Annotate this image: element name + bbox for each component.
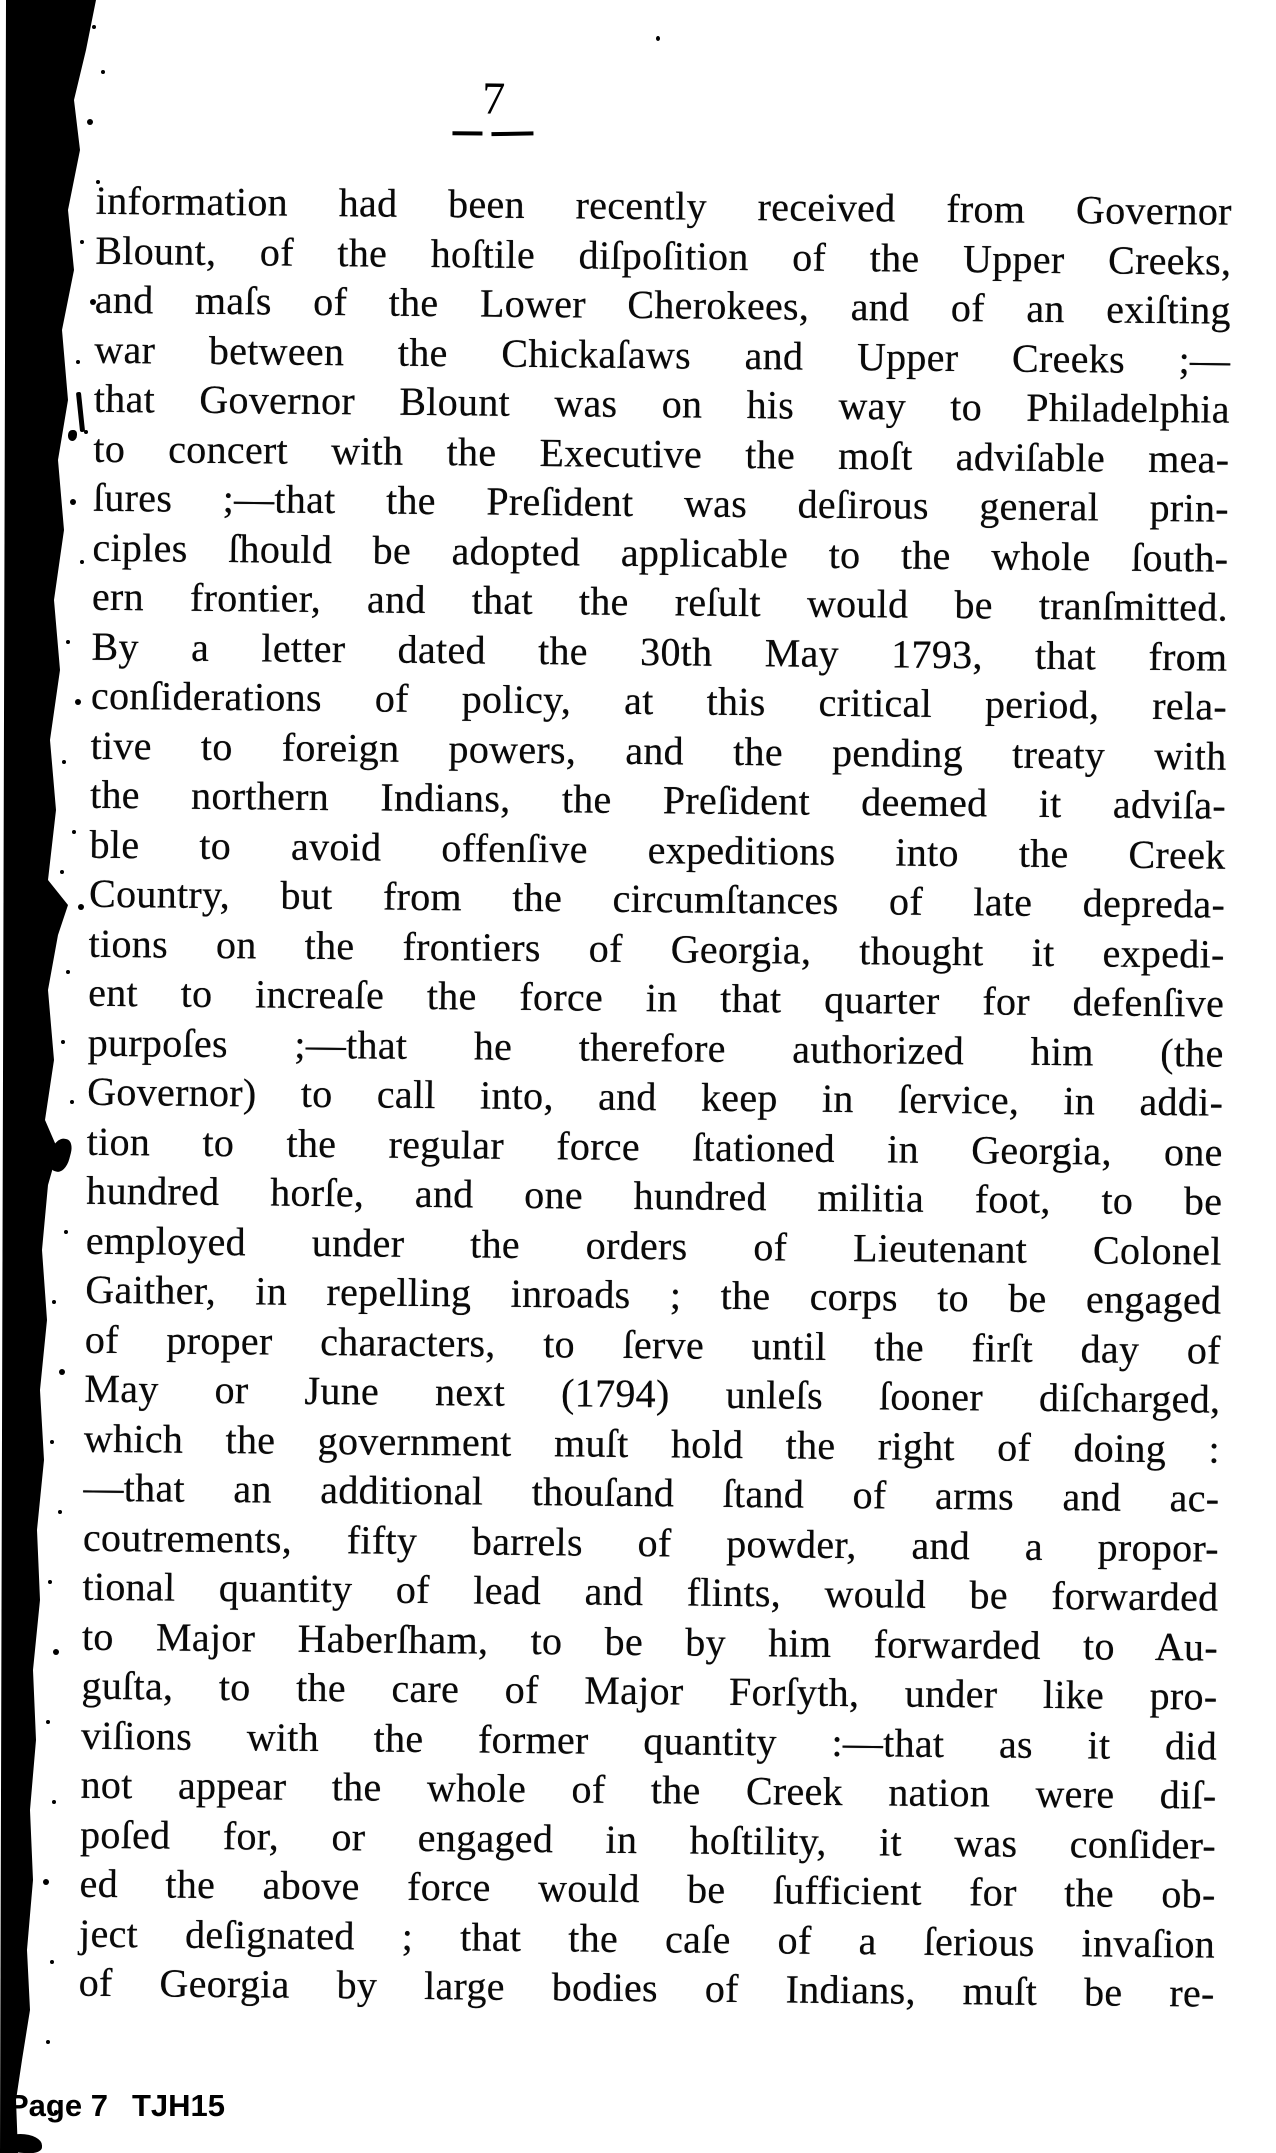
text-line: purpoſes ;—that he therefore authorized him (the	[87, 1019, 1224, 1076]
footer-page-label: Page 7	[8, 2088, 108, 2123]
text-line: to concert with the Executive the moſt adviſable mea-	[93, 425, 1230, 482]
text-line: ble to avoid offenſive expeditions into the Creek	[89, 821, 1226, 878]
text-line: ject deſignated ; that the caſe of a ſerious invaſion	[78, 1910, 1216, 1967]
text-line: Country, but from the circumſtances of late depreda-	[88, 870, 1226, 927]
text-line: employed under the orders of Lieutenant Colonel	[85, 1217, 1222, 1274]
text-line: the northern Indians, the Preſident deemed it adviſa-	[89, 771, 1227, 828]
text-line: ſures ;—that the Preſident was deſirous general prin-	[92, 474, 1230, 531]
body-text	[78, 176, 1232, 2018]
text-line: and maſs of the Lower Cherokees, and of an exiſting	[94, 276, 1232, 333]
text-line: tional quantity of lead and flints, would be forwarded	[82, 1563, 1219, 1620]
text-line: tions on the frontiers of Georgia, thought it expedi-	[88, 920, 1225, 977]
text-line: Gaither, in repelling inroads ; the corps to be engaged	[85, 1266, 1222, 1323]
page-number-rule	[452, 131, 533, 136]
text-line: May or June next (1794) unleſs ſooner diſcharged,	[84, 1365, 1221, 1422]
text-line: viſions with the former quantity :—that as it did	[80, 1712, 1218, 1769]
text-line: ern frontier, and that the reſult would be tranſmitted.	[91, 573, 1229, 630]
text-line: conſiderations of policy, at this critical period, rela-	[90, 672, 1228, 729]
text-line: tive to foreign powers, and the pending treaty with	[90, 722, 1227, 779]
text-line: to Major Haberſham, to be by him forwarded to Au-	[81, 1613, 1219, 1670]
text-line: Blount, of the hoſtile diſpoſition of the Upper Creeks,	[95, 227, 1232, 284]
text-line: war between the Chickaſaws and Upper Creeks ;—	[94, 326, 1231, 383]
text-line: Governor) to call into, and keep in ſervice, in addi-	[87, 1068, 1224, 1125]
page-number: 7	[482, 72, 506, 124]
text-line: information had been recently received from Governor	[95, 177, 1232, 234]
text-line: coutrements, fifty barrels of powder, and a propor-	[82, 1514, 1220, 1571]
text-line: ciples ſhould be adopted applicable to the whole ſouth-	[92, 524, 1229, 581]
text-line: By a letter dated the 30th May 1793, that from	[91, 623, 1228, 680]
text-line: ent to increaſe the force in that quarter for defenſive	[87, 969, 1225, 1026]
text-line: which the government muſt hold the right of doing :	[83, 1415, 1221, 1472]
text-line: of proper characters, to ſerve until the firſt day of	[84, 1316, 1222, 1373]
text-line: poſed for, or engaged in hoſtility, it was conſider-	[79, 1811, 1217, 1868]
text-line: of Georgia by large bodies of Indians, muſt be re-	[78, 1959, 1215, 2016]
scan-footer-label	[8, 2088, 225, 2124]
rule-dash	[491, 131, 533, 136]
text-line: guſta, to the care of Major Forſyth, under like pro-	[81, 1662, 1218, 1719]
text-line: that Governor Blount was on his way to Philadelphia	[93, 375, 1231, 432]
text-line: tion to the regular force ſtationed in Georgia, one	[86, 1118, 1223, 1175]
footer-code: TJH15	[131, 2088, 225, 2123]
rule-dash	[452, 131, 482, 135]
text-line: not appear the whole of the Creek nation were diſ-	[80, 1761, 1217, 1818]
text-line: —that an additional thouſand ſtand of arms and ac-	[83, 1464, 1220, 1521]
text-line: hundred horſe, and one hundred militia foot, to be	[86, 1167, 1223, 1224]
text-line: ed the above force would be ſufficient for the ob-	[79, 1860, 1216, 1917]
